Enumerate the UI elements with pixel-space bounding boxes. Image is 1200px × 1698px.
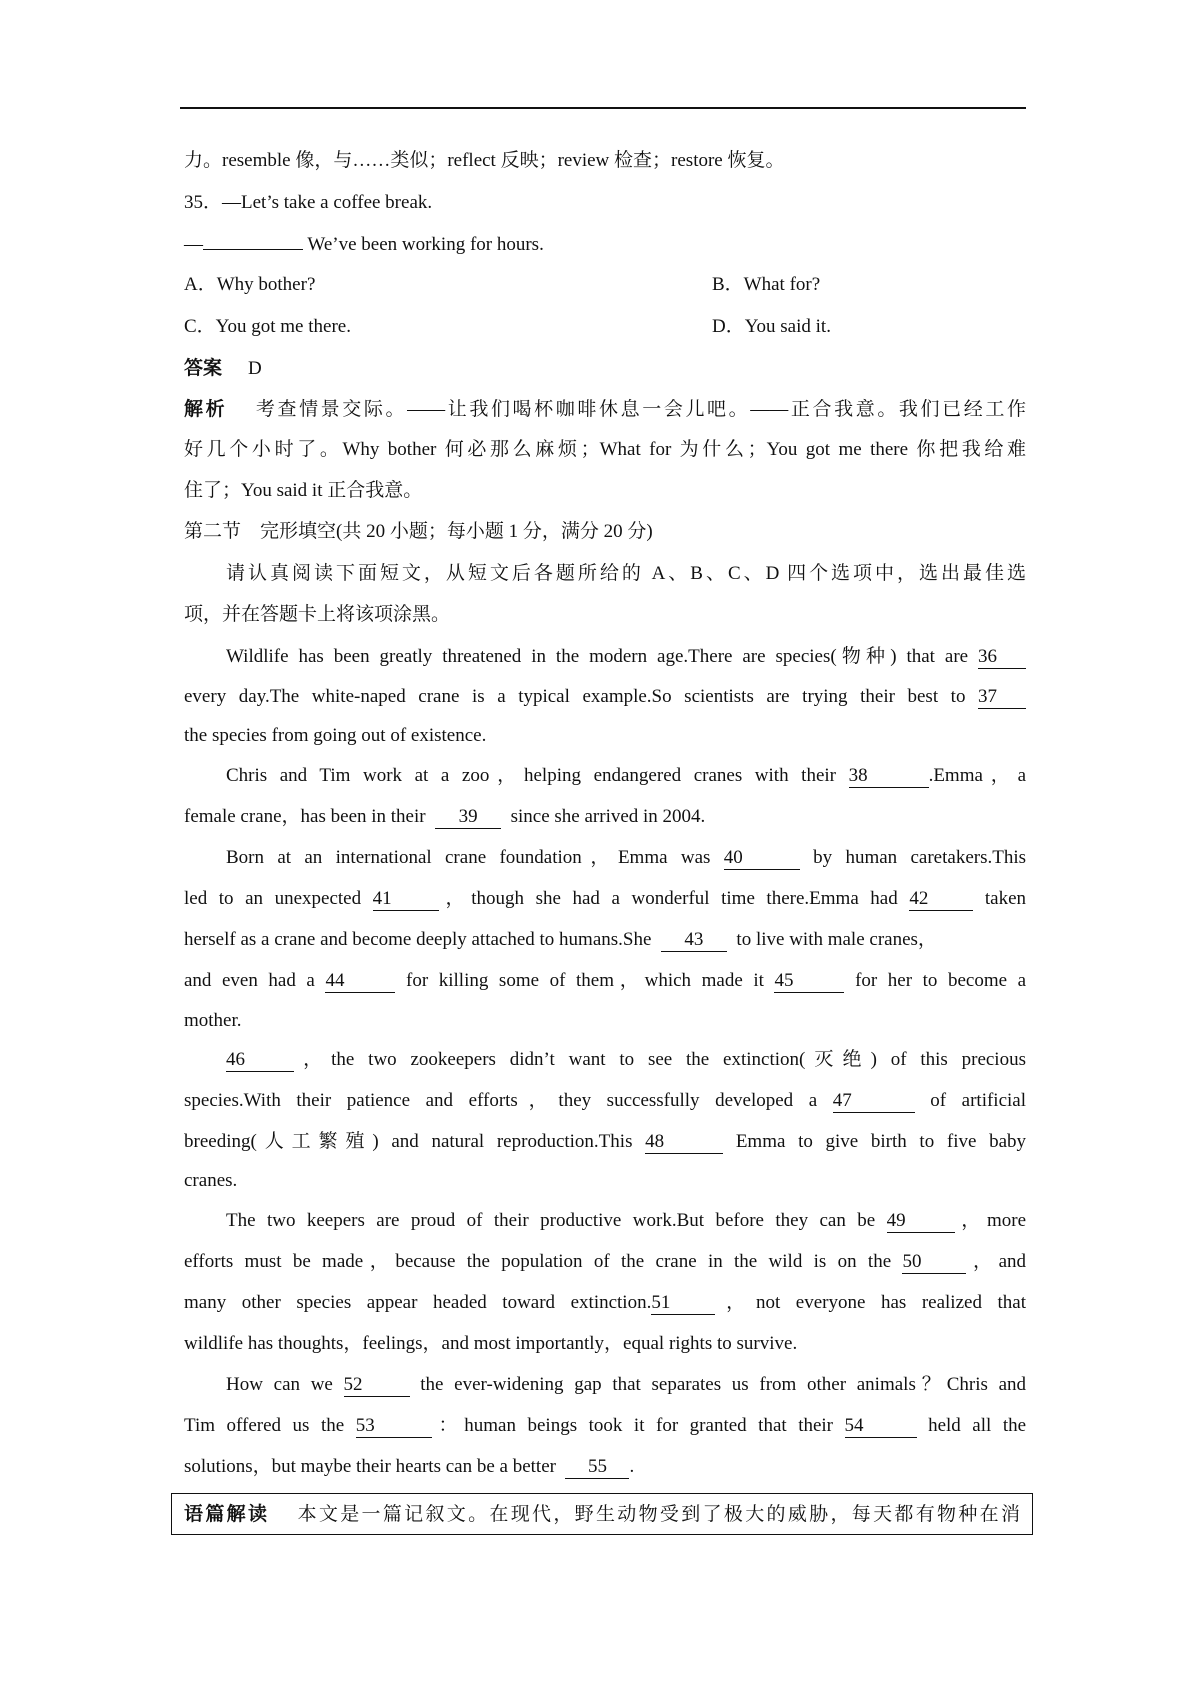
blank-37: 37 (978, 686, 1026, 709)
section-heading: 第二节 完形填空(共 20 小题；每小题 1 分，满分 20 分) (184, 521, 653, 542)
instruction-line1: 请认真阅读下面短文，从短文后各题所给的 A、B、C、D 四个选项中，选出最佳选 (226, 563, 1026, 584)
q35-option-a: A．Why bother? (184, 274, 316, 295)
blank-42: 42 (909, 888, 973, 911)
passage-line: cranes. (184, 1170, 238, 1191)
q35-options-row2 (184, 314, 1026, 340)
blank-49: 49 (887, 1210, 955, 1233)
q35-stem: 35．—Let’s take a coffee break. (184, 192, 433, 213)
blank-50: 50 (902, 1251, 966, 1274)
blank-39: 39 (435, 806, 501, 829)
instruction-line2: 项，并在答题卡上将该项涂黑。 (184, 604, 451, 625)
passage-line: species.With their patience and efforts，they successfully developed a 47 of artificial (184, 1090, 1027, 1111)
passage-line: mother. (184, 1010, 242, 1031)
passage-line: many other species appear headed toward extinction.51 ，not everyone has realized that (184, 1292, 1026, 1313)
passage-line: breeding(人工繁殖) and natural reproduction.This 48 Emma to give birth to five baby (184, 1131, 1027, 1152)
summary-line (184, 1501, 1020, 1528)
q35-reply (184, 231, 1026, 258)
passage-line: and even had a 44 for killing some of them，which made it 45 for her to become a (184, 970, 1027, 991)
blank-41: 41 (373, 888, 439, 911)
passage-line: wildlife has thoughts，feelings，and most importantly，equal rights to survive. (184, 1333, 798, 1354)
q35-blank (203, 231, 303, 250)
blank-48: 48 (645, 1131, 723, 1154)
q35-reply-rest: We’ve been working for hours. (303, 234, 544, 255)
summary-box (171, 1493, 1033, 1535)
q35-option-c: C．You got me there. (184, 316, 351, 337)
blank-46: 46 (226, 1049, 294, 1072)
passage-line: Wildlife has been greatly threatened in the modern age.There are species(物种) that are 36 (226, 644, 1026, 670)
blank-44: 44 (325, 970, 395, 993)
blank-55: 55 (565, 1456, 629, 1479)
blank-53: 53 (356, 1415, 432, 1438)
answer-label: 答案 (184, 357, 223, 379)
passage-line: solutions，but maybe their hearts can be a better 55 . (184, 1456, 635, 1477)
blank-45: 45 (774, 970, 844, 993)
blank-51: 51 (651, 1292, 715, 1315)
blank-43: 43 (661, 929, 727, 952)
passage-line: The two keepers are proud of their productive work.But before they can be 49 ，more (226, 1210, 1027, 1231)
passage-line: female crane，has been in their 39 since she arrived in 2004. (184, 806, 706, 827)
blank-47: 47 (833, 1090, 915, 1113)
q35-analysis-line1: 解析 考查情景交际。——让我们喝杯咖啡休息一会儿吧。——正合我意。我们已经工作 (184, 398, 1026, 420)
q35-analysis-line2: 好几个小时了。Why bother 何必那么麻烦；What for 为什么；You got me there 你把我给难 (184, 439, 1026, 460)
blank-38: 38 (849, 765, 929, 788)
passage-line: Chris and Tim work at a zoo，helping endangered cranes with their 38 .Emma，a (226, 765, 1026, 786)
q35-answer (184, 355, 1026, 382)
answer-value: D (248, 358, 262, 379)
passage-line: 46 ，the two zookeepers didn’t want to see the extinction(灭绝) of this precious (226, 1049, 1026, 1070)
blank-52: 52 (344, 1374, 410, 1397)
analysis-label: 解析 (184, 398, 228, 420)
prev-answer-tail: 力。resemble 像，与……类似；reflect 反映；review 检查；restore 恢复。 (184, 150, 785, 171)
summary-text: 本文是一篇记叙文。在现代，野生动物受到了极大的威胁，每天都有物种在消 (295, 1504, 1020, 1525)
passage-line: every day.The white-naped crane is a typical example.So scientists are trying their best to 37 (184, 684, 1026, 710)
blank-54: 54 (845, 1415, 917, 1438)
q35-analysis-line3: 住了；You said it 正合我意。 (184, 480, 423, 501)
summary-label: 语篇解读 (184, 1503, 270, 1525)
blank-36: 36 (978, 646, 1026, 669)
q35-option-d: D．You said it. (712, 316, 831, 337)
passage-line: efforts must be made，because the population of the crane in the wild is on the 50 ，and (184, 1251, 1027, 1272)
passage-line: herself as a crane and become deeply attached to humans.She 43 to live with male cranes， (184, 929, 937, 950)
q35-reply-prefix: — (184, 234, 203, 255)
header-rule (180, 107, 1026, 109)
q35-options-row1 (184, 272, 1026, 298)
passage-line: Born at an international crane foundation，Emma was 40 by human caretakers.This (226, 847, 1027, 868)
passage-line: How can we 52 the ever-widening gap that separates us from other animals？Chris and (226, 1374, 1027, 1395)
passage-line: Tim offered us the 53 ：human beings took it for granted that their 54 held all the (184, 1415, 1027, 1436)
q35-option-b: B．What for? (712, 274, 821, 295)
passage-line: the species from going out of existence. (184, 725, 487, 746)
blank-40: 40 (724, 847, 800, 870)
passage-line: led to an unexpected 41 ，though she had a wonderful time there.Emma had 42 taken (184, 888, 1027, 909)
